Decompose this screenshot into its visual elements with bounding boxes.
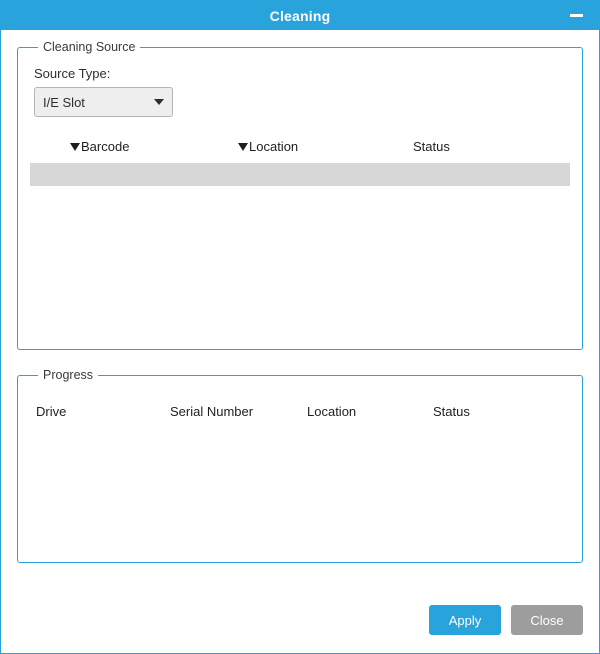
minimize-glyph <box>570 14 583 17</box>
column-header-location-label: Location <box>249 139 299 154</box>
column-header-barcode-label: Barcode <box>81 139 130 154</box>
source-type-label: Source Type: <box>34 66 111 81</box>
cleaning-source-group <box>17 40 583 350</box>
progress-table-header <box>30 404 570 419</box>
dialog-content <box>1 30 599 587</box>
sort-descending-icon <box>238 143 248 151</box>
column-header-status-label: Status <box>413 139 450 154</box>
cleaning-source-table <box>30 139 570 186</box>
table-header <box>30 139 570 163</box>
title-bar <box>1 1 599 30</box>
source-type-select[interactable] <box>34 87 173 117</box>
column-header-barcode[interactable] <box>30 139 238 154</box>
column-header-location[interactable] <box>238 139 388 154</box>
source-type-select-wrap <box>34 87 173 117</box>
cleaning-source-legend: Cleaning Source <box>43 40 136 54</box>
minimize-icon[interactable] <box>563 1 589 30</box>
progress-legend: Progress <box>43 368 94 382</box>
progress-group <box>17 368 583 563</box>
column-header-status[interactable] <box>388 139 533 154</box>
column-header-progress-location: Location <box>307 404 357 419</box>
column-header-drive: Drive <box>36 404 67 419</box>
table-row[interactable] <box>30 163 570 186</box>
column-header-progress-status: Status <box>433 404 470 419</box>
sort-descending-icon <box>70 143 80 151</box>
page-title: Cleaning <box>269 7 331 24</box>
apply-button[interactable]: Apply <box>429 605 501 635</box>
dialog-footer <box>1 587 599 653</box>
close-button[interactable]: Close <box>511 605 583 635</box>
column-header-serial-number: Serial Number <box>170 404 254 419</box>
